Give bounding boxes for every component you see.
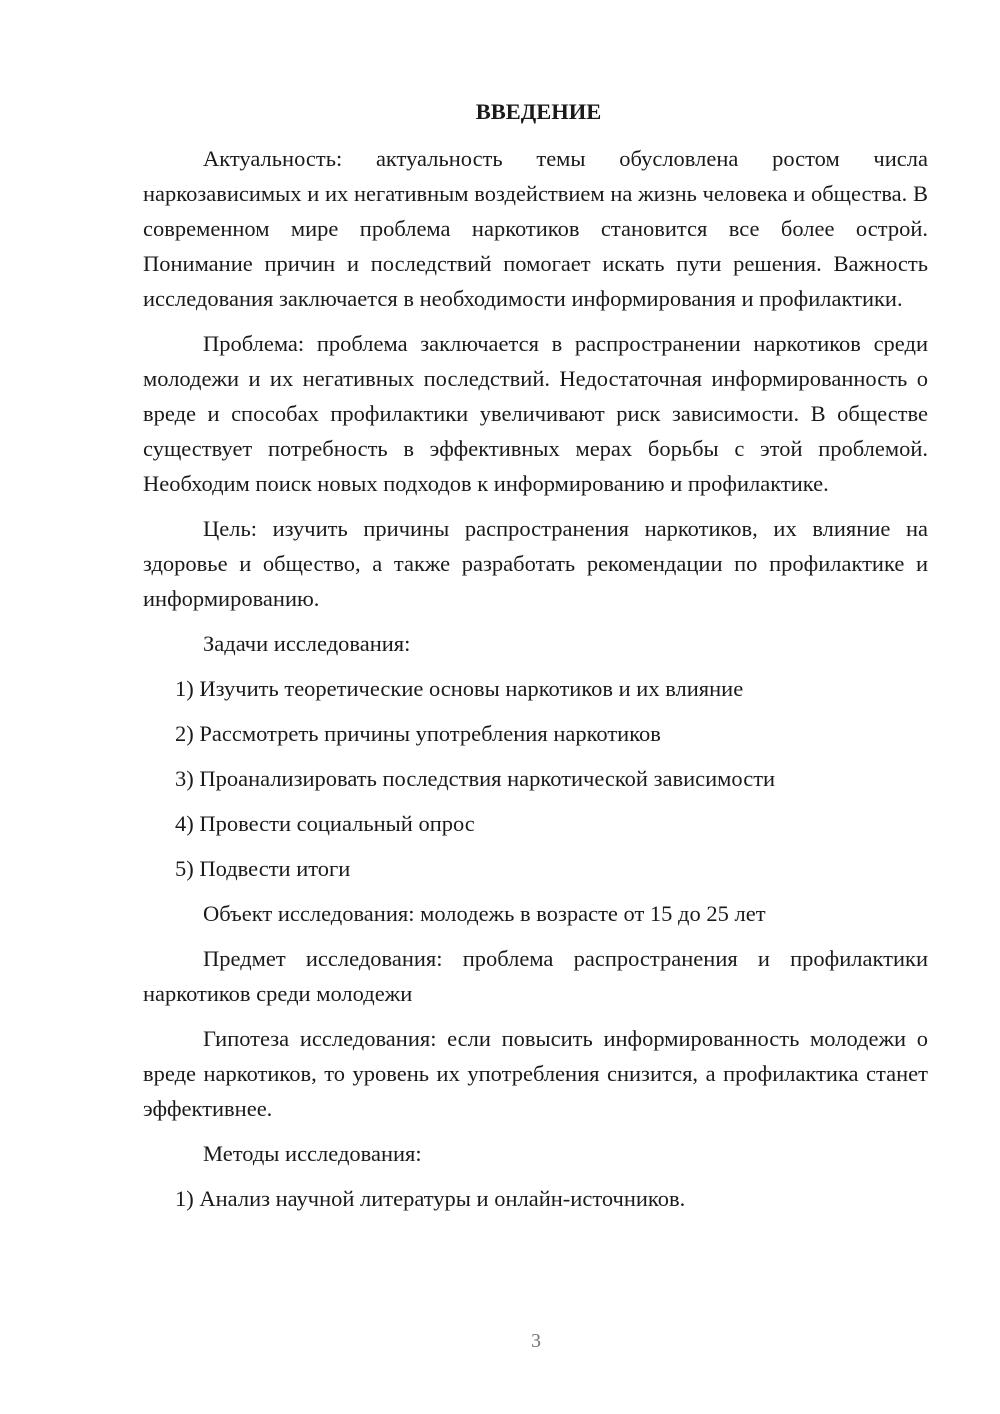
page-number: 3 [531, 1330, 541, 1352]
tasks-label: Задачи исследования: [203, 631, 411, 656]
methods-list [143, 1181, 928, 1216]
relevance-paragraph: Актуальность: актуальность темы обусловлена ростом числа наркозависимых и их негативным воздействием на жизнь человека и общества. В современном мире проблема наркотиков становится все более острой. Понимание причин и последствий помогает искать пути решения. Важность исследования заключается в необходимости информирования и профилактики. [143, 146, 928, 311]
method-item: 1) Анализ научной литературы и онлайн-источников. [175, 1186, 686, 1211]
task-item: 3) Проанализировать последствия наркотической зависимости [175, 766, 776, 791]
task-item: 1) Изучить теоретические основы наркотиков и их влияние [175, 676, 744, 701]
tasks-list [143, 671, 928, 886]
methods-label: Методы исследования: [203, 1141, 422, 1166]
object-paragraph: Объект исследования: молодежь в возрасте от 15 до 25 лет [203, 901, 766, 926]
hypothesis-paragraph: Гипотеза исследования: если повысить информированность молодежи о вреде наркотиков, то уровень их употребления снизится, а профилактика станет эффективнее. [143, 1026, 928, 1121]
problem-paragraph: Проблема: проблема заключается в распространении наркотиков среди молодежи и их негативных последствий. Недостаточная информированность о вреде и способах профилактики увеличивают риск зависимости. В обществе существует потребность в эффективных мерах борьбы с этой проблемой. Необходим поиск новых подходов к информированию и профилактике. [143, 331, 928, 496]
section-title: ВВЕДЕНИЕ [475, 99, 602, 124]
subject-paragraph: Предмет исследования: проблема распространения и профилактики наркотиков среди молодежи [143, 946, 928, 1006]
task-item: 4) Провести социальный опрос [175, 811, 475, 836]
page-content [143, 94, 928, 1226]
goal-paragraph: Цель: изучить причины распространения наркотиков, их влияние на здоровье и общество, а также разработать рекомендации по профилактике и информированию. [143, 516, 928, 611]
task-item: 5) Подвести итоги [175, 856, 351, 881]
task-item: 2) Рассмотреть причины употребления наркотиков [175, 721, 661, 746]
